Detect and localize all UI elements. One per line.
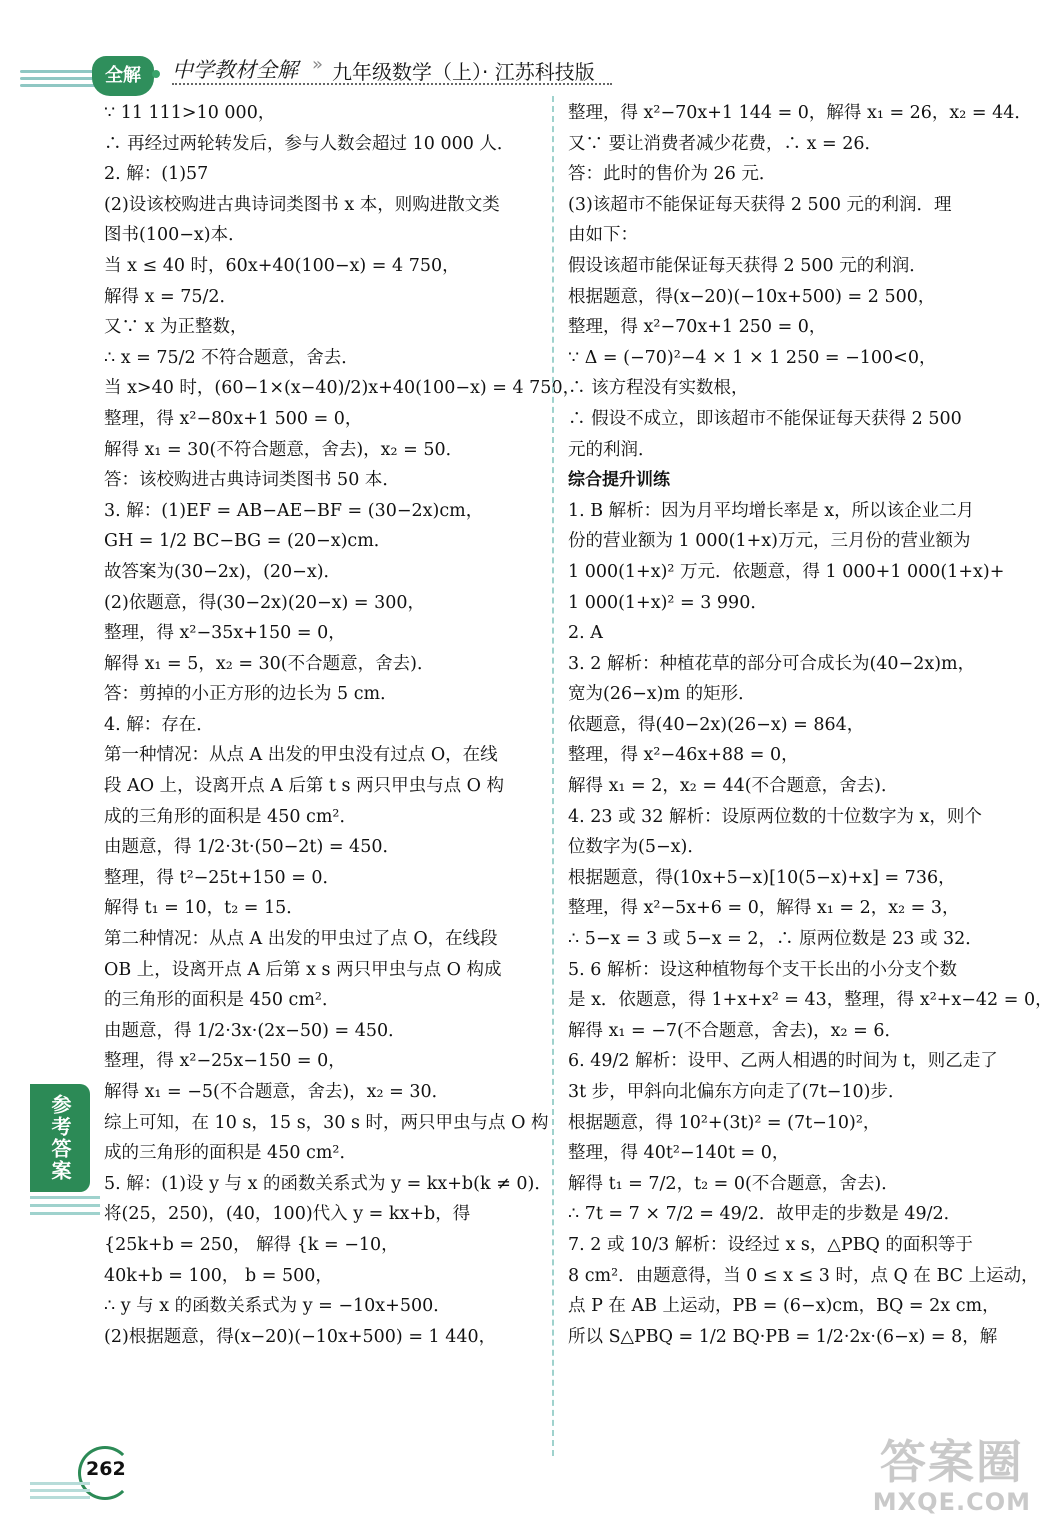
answer-line: 1. B 解析：因为月平均增长率是 x，所以该企业二月 [568, 500, 975, 521]
answer-line: 解得 x₁ = 2，x₂ = 44(不合题意，舍去)． [568, 776, 899, 797]
right-answer-column [568, 98, 1053, 1352]
answer-line: ∴ x = 75/2 不符合题意，舍去． [104, 347, 359, 368]
answer-line: 5. 6 解析：设这种植物每个支干长出的小分支个数 [568, 959, 957, 980]
answer-line: 当 x>40 时，(60−1×(x−40)/2)x+40(100−x) = 4 750， [104, 378, 581, 399]
answer-line: 又∵ 要让消费者减少花费，∴ x = 26． [568, 133, 883, 154]
answer-line: 1 000(1+x)² 万元．依题意，得 1 000+1 000(1+x)+ [568, 561, 1005, 582]
answer-line: 整理，得 40t²−140t = 0， [568, 1143, 790, 1164]
answer-line: 成的三角形的面积是 450 cm²． [104, 806, 357, 827]
answer-line: 所以 S△PBQ = 1/2 BQ·PB = 1/2·2x·(6−x) = 8，解 [568, 1326, 998, 1347]
answer-line: ∴ y 与 x 的函数关系式为 y = −10x+500． [104, 1296, 451, 1317]
answer-line: 图书(100−x)本． [104, 225, 246, 246]
section-heading: 综合提升训练 [568, 470, 670, 491]
answer-line: ∵ Δ = (−70)²−4 × 1 × 1 250 = −100<0， [568, 347, 937, 368]
answer-line: 解得 x₁ = 30(不符合题意，舍去)，x₂ = 50． [104, 439, 464, 460]
watermark-url: MXQE.COM [872, 1488, 1031, 1516]
answer-line: ∴ 假设不成立，即该超市不能保证每天获得 2 500 [568, 408, 962, 429]
answer-line: 由如下： [568, 225, 638, 246]
answer-line: 由题意，得 1/2·3t·(50−2t) = 450． [104, 837, 400, 858]
answer-line: 5. 解：(1)设 y 与 x 的函数关系式为 y = kx+b(k ≠ 0)． [104, 1173, 552, 1194]
answer-line: 2. A [568, 623, 603, 644]
answer-line: ∴ 5−x = 3 或 5−x = 2，∴ 原两位数是 23 或 32． [568, 929, 983, 950]
answer-line: 解得 t₁ = 7/2，t₂ = 0(不合题意，舍去)． [568, 1173, 899, 1194]
answer-line: 位数字为(5−x)． [568, 837, 705, 858]
column-divider [552, 96, 554, 1456]
answer-line: (2)依题意，得(30−2x)(20−x) = 300， [104, 592, 426, 613]
answer-line: 6. 49/2 解析：设甲、乙两人相遇的时间为 t，则乙走了 [568, 1051, 998, 1072]
answer-line: 解得 x₁ = −7(不合题意，舍去)，x₂ = 6． [568, 1020, 902, 1041]
answer-line: 整理，得 x²−25x−150 = 0， [104, 1051, 346, 1072]
answer-line: 第二种情况：从点 A 出发的甲虫过了点 O，在线段 [104, 929, 498, 950]
answer-line: 段 AO 上，设离开点 A 后第 t s 两只甲虫与点 O 构 [104, 776, 505, 797]
answer-line: 故答案为(30−2x)，(20−x)． [104, 561, 342, 582]
answer-line: 4. 23 或 32 解析：设原两位数的十位数字为 x，则个 [568, 806, 982, 827]
answer-line: 整理，得 x²−46x+88 = 0， [568, 745, 799, 766]
page-header [0, 0, 1053, 92]
answer-line: 整理，得 x²−80x+1 500 = 0， [104, 408, 363, 429]
answer-line: (2)根据题意，得(x−20)(−10x+500) = 1 440， [104, 1326, 497, 1347]
book-logo-icon: 全解 [92, 56, 154, 96]
answer-line: (2)设该校购进古典诗词类图书 x 本，则购进散文类 [104, 194, 500, 215]
answer-line: OB 上，设离开点 A 后第 x s 两只甲虫与点 O 构成 [104, 959, 502, 980]
answer-line: 点 P 在 AB 上运动，PB = (6−x)cm，BQ = 2x cm， [568, 1296, 1000, 1317]
logo-dot-icon [152, 70, 160, 78]
answer-line: 假设该超市能保证每天获得 2 500 元的利润． [568, 255, 927, 276]
answer-line: 2. 解：(1)57 [104, 164, 209, 185]
section-tab-answers: 参考答案 [30, 1084, 90, 1192]
answer-line: 由题意，得 1/2·3x·(2x−50) = 450． [104, 1020, 406, 1041]
answer-line: 答：该校购进古典诗词类图书 50 本． [104, 470, 400, 491]
footer-decor-lines [30, 1482, 90, 1503]
answer-line: 根据题意，得 10²+(3t)² = (7t−10)²， [568, 1112, 881, 1133]
answer-line: 答：剪掉的小正方形的边长为 5 cm． [104, 684, 398, 705]
answer-line: 解得 x = 75/2． [104, 286, 238, 307]
answer-line: 8 cm²．由题意得，当 0 ≤ x ≤ 3 时，点 Q 在 BC 上运动， [568, 1265, 1039, 1286]
answer-line: 的三角形的面积是 450 cm²． [104, 990, 340, 1011]
answer-line: 整理，得 x²−70x+1 250 = 0， [568, 317, 827, 338]
answer-line: 整理，得 x²−70x+1 144 = 0，解得 x₁ = 26，x₂ = 44． [568, 103, 1032, 123]
answer-line: 整理，得 x²−5x+6 = 0，解得 x₁ = 2，x₂ = 3， [568, 898, 960, 919]
book-title: 中学教材全解 [172, 58, 298, 82]
watermark-logo [872, 1435, 1031, 1522]
answer-line: 40k+b = 100， b = 500， [104, 1265, 333, 1286]
answer-line: {25k+b = 250， 解得 {k = −10， [104, 1234, 399, 1255]
answer-line: 7. 2 或 10/3 解析：设经过 x s，△PBQ 的面积等于 [568, 1234, 973, 1255]
answer-line: 元的利润． [568, 439, 656, 460]
answer-line: 3. 2 解析：种植花草的部分可合成长为(40−2x)m， [568, 653, 976, 674]
answer-line: 又∵ x 为正整数， [104, 317, 248, 338]
answer-line: 3. 解：(1)EF = AB−AE−BF = (30−2x)cm， [104, 500, 484, 521]
answer-line: 答：此时的售价为 26 元． [568, 164, 777, 185]
answer-line: 1 000(1+x)² = 3 990． [568, 592, 768, 613]
answer-line: 解得 t₁ = 10，t₂ = 15． [104, 898, 304, 919]
answer-line: 整理，得 t²−25t+150 = 0． [104, 867, 341, 888]
answer-line: ∴ 该方程没有实数根， [568, 378, 749, 399]
answer-line: ∴ 再经过两轮转发后，参与人数会超过 10 000 人． [104, 133, 515, 154]
answer-line: 根据题意，得(10x+5−x)[10(5−x)+x] = 736， [568, 867, 956, 888]
answer-line: 依题意，得(40−2x)(26−x) = 864， [568, 714, 865, 735]
answer-line: 将(25，250)，(40，100)代入 y = kx+b，得 [104, 1204, 471, 1225]
answer-line: 解得 x₁ = 5，x₂ = 30(不合题意，舍去)． [104, 653, 435, 674]
answer-line: 是 x．依题意，得 1+x+x² = 43，整理，得 x²+x−42 = 0， [568, 990, 1053, 1011]
answer-line: 解得 x₁ = −5(不合题意，舍去)，x₂ = 30． [104, 1082, 450, 1102]
page-number: 262 [86, 1458, 126, 1480]
answer-line: 3t 步，甲斜向北偏东方向走了(7t−10)步． [568, 1082, 906, 1102]
left-answer-column [104, 98, 581, 1352]
answer-line: (3)该超市不能保证每天获得 2 500 元的利润．理 [568, 194, 952, 215]
header-dotted-rule [172, 83, 612, 85]
answer-line: 根据题意，得(x−20)(−10x+500) = 2 500， [568, 286, 936, 307]
answer-line: 4. 解：存在． [104, 714, 214, 735]
answer-line: ∵ 11 111>10 000， [104, 103, 276, 123]
watermark-text: 答案圈 [879, 1435, 1024, 1489]
answer-line: 第一种情况：从点 A 出发的甲虫没有过点 O，在线 [104, 745, 498, 766]
answer-line: 综上可知，在 10 s，15 s，30 s 时，两只甲虫与点 O 构 [104, 1112, 549, 1133]
answer-line: GH = 1/2 BC−BG = (20−x)cm． [104, 531, 392, 552]
answer-line: 份的营业额为 1 000(1+x)万元，三月份的营业额为 [568, 531, 971, 552]
answer-line: 成的三角形的面积是 450 cm²． [104, 1143, 357, 1164]
chevron-right-icon: » [312, 54, 324, 75]
book-subtitle: 九年级数学（上）· 江苏科技版 [332, 60, 595, 84]
answer-line: 整理，得 x²−35x+150 = 0， [104, 623, 346, 644]
answer-line: 当 x ≤ 40 时，60x+40(100−x) = 4 750， [104, 255, 460, 276]
answer-line: ∴ 7t = 7 × 7/2 = 49/2．故甲走的步数是 49/2． [568, 1204, 962, 1225]
answer-line: 宽为(26−x)m 的矩形． [568, 684, 756, 705]
sidebar-decor-stripes [30, 1196, 100, 1220]
